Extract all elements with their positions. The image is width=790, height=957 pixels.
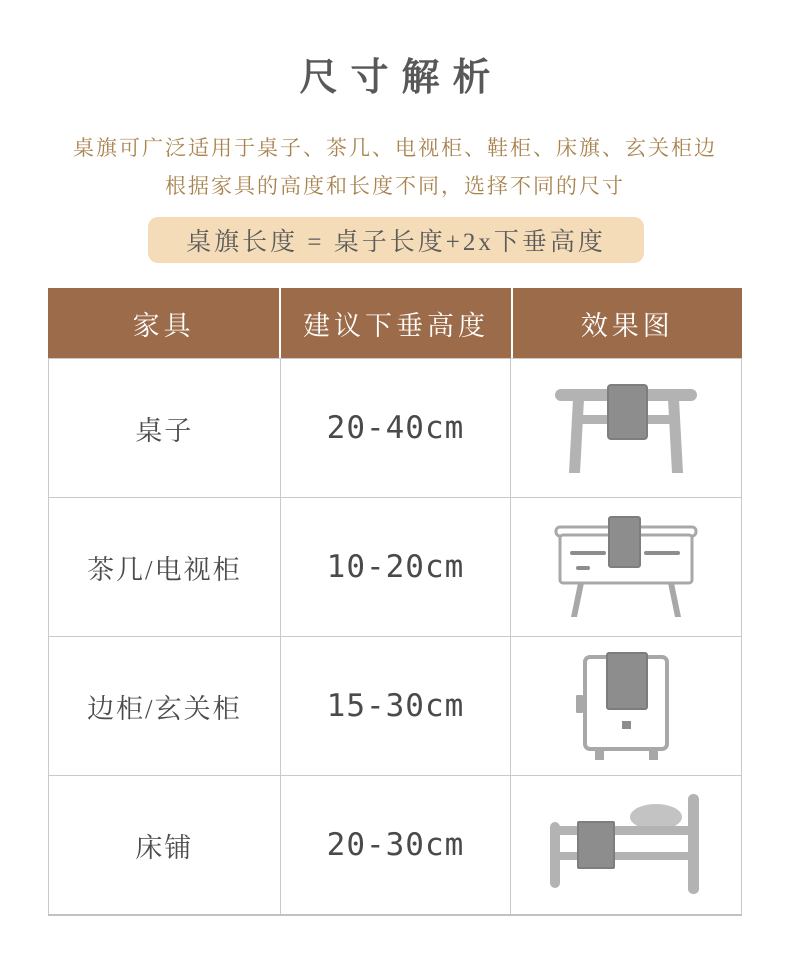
size-guide-table (48, 288, 742, 916)
drop-height-value: 15-30cm (280, 637, 511, 775)
table-row-sideboard (48, 636, 742, 775)
length-formula-highlight (148, 217, 644, 263)
effect-image-cell (510, 776, 741, 914)
furniture-name: 边柜/玄关柜 (87, 693, 242, 724)
table-header-row (48, 288, 742, 358)
tv-cabinet-icon (546, 511, 706, 623)
table-icon (551, 381, 701, 476)
drop-height-value: 20-40cm (280, 359, 511, 497)
description-line-2: 根据家具的高度和长度不同，选择不同的尺寸 (165, 174, 625, 198)
table-row-tv-cabinet (48, 497, 742, 636)
description-line-1: 桌旗可广泛适用于桌子、茶几、电视柜、鞋柜、床旗、玄关柜边 (73, 136, 717, 160)
drop-height-value: 10-20cm (280, 498, 511, 636)
furniture-name: 床铺 (135, 832, 194, 863)
header-furniture: 家具 (48, 288, 279, 358)
table-row-desk (48, 358, 742, 497)
length-formula-text: 桌旗长度 = 桌子长度+2x下垂高度 (186, 229, 606, 256)
effect-image-cell (510, 498, 741, 636)
drop-height-value: 20-30cm (280, 776, 511, 914)
furniture-name: 茶几/电视柜 (87, 554, 242, 585)
header-effect-image: 效果图 (511, 288, 742, 358)
page-title: 尺寸解析 (299, 57, 504, 99)
sideboard-icon (569, 651, 684, 761)
bed-icon (536, 790, 716, 900)
effect-image-cell (510, 637, 741, 775)
effect-image-cell (510, 359, 741, 497)
furniture-name: 桌子 (135, 415, 194, 446)
table-row-bed (48, 775, 742, 914)
header-drop-height: 建议下垂高度 (279, 288, 510, 358)
